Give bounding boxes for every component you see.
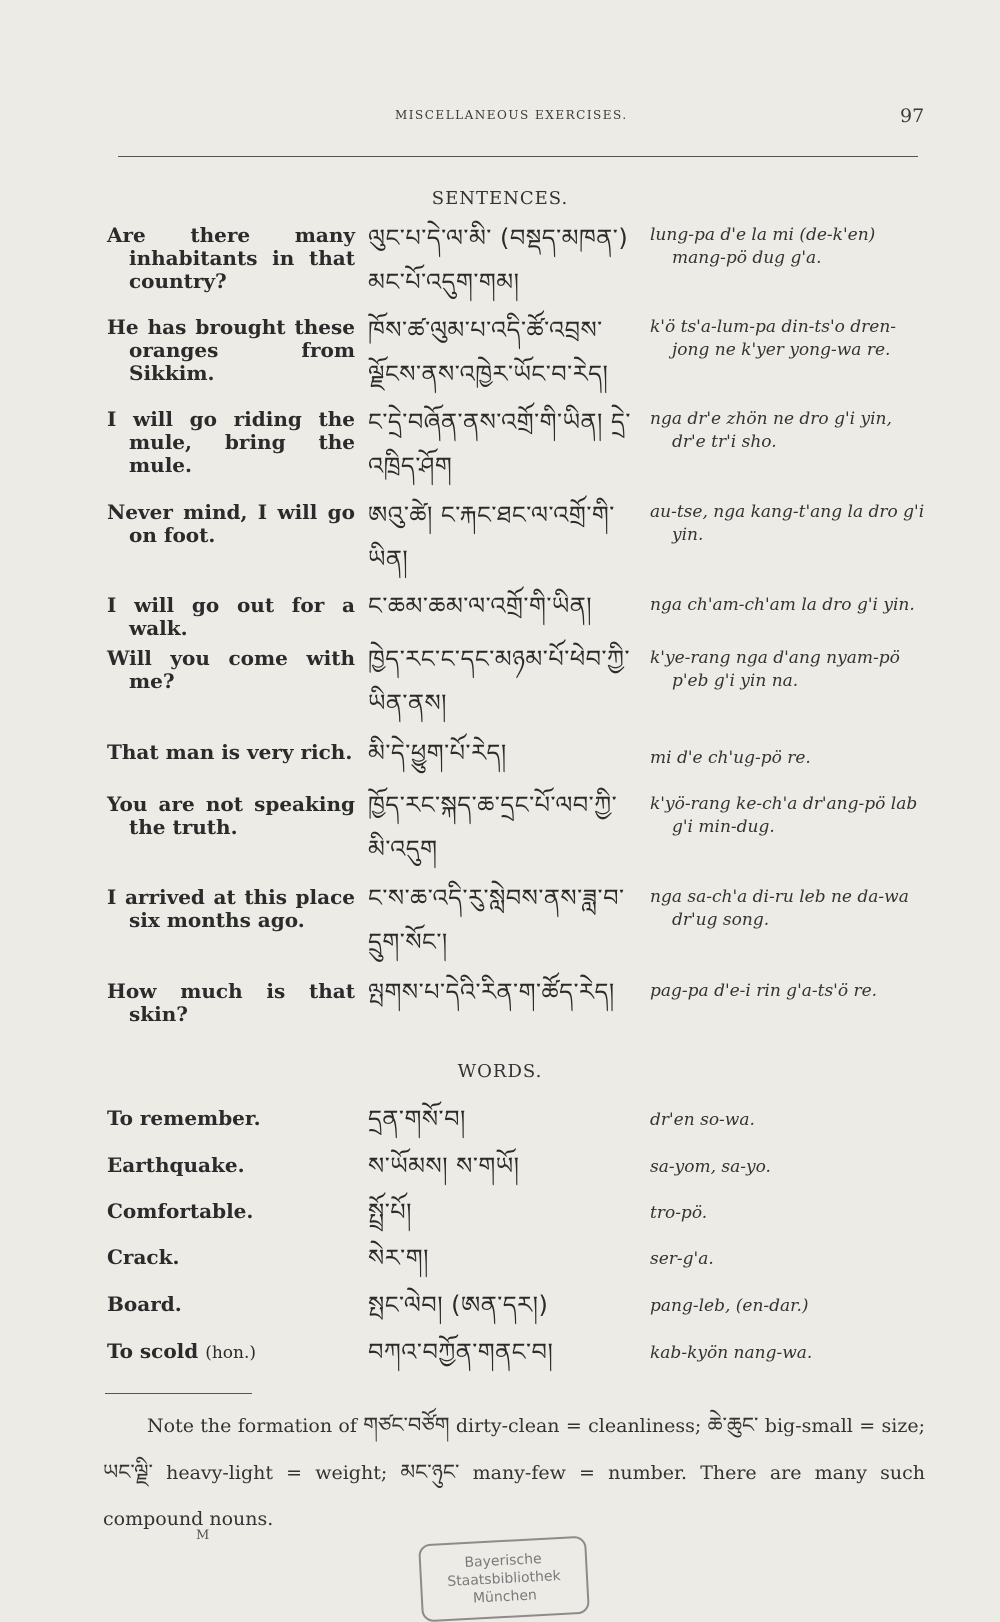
word-transliteration: sa-yom, sa-yo. bbox=[650, 1157, 771, 1177]
note-text: heavy-light = weight; bbox=[166, 1462, 388, 1484]
word-english: Earthquake. bbox=[107, 1153, 245, 1177]
sentence-tibetan: ཁྱེད་རང་ང་དང་མཉམ་པོ་ཕེབ་ཀྱི་ཡིན་ནས། bbox=[368, 645, 630, 717]
sentence-tibetan: ང་དྲེ་བཞོན་ནས་འགྲོ་གི་ཡིན། དྲེ་འཁྲིད་ཤོག bbox=[368, 408, 631, 480]
word-english bbox=[107, 1340, 367, 1365]
word-tibetan: དྲན་གསོ་བ། bbox=[368, 1105, 466, 1133]
note-text: dirty-clean = cleanliness; bbox=[455, 1415, 702, 1437]
sentence-transliteration: au-tse, nga kang-t'ang la dro g'i yin. bbox=[650, 502, 925, 545]
sentence-transliteration: nga sa-ch'a di-ru leb ne da-wa dr'ug song. bbox=[650, 887, 909, 930]
sentence-english: I will go riding the mule, bring the mule. bbox=[107, 407, 355, 477]
word-english-text: To scold bbox=[107, 1339, 199, 1363]
note-tibetan: མང་ཉུང་ bbox=[400, 1460, 460, 1484]
sentence-english: I will go out for a walk. bbox=[107, 593, 355, 640]
stamp-line: Staatsbibliothek bbox=[446, 1568, 562, 1590]
sentence-english: Are there many inhabitants in that country? bbox=[107, 223, 355, 293]
note-text: many-few = number. There are many such compound nouns. bbox=[103, 1462, 925, 1530]
sentence-tibetan: ཁོས་ཚ་ལུམ་པ་འདི་ཚོ་འབྲས་ལྗོངས་ནས་འཁྱེར་ཡོང་བ་རེད། bbox=[368, 316, 609, 388]
sentences-heading: SENTENCES. bbox=[431, 188, 569, 209]
sentence-english: That man is very rich. bbox=[107, 740, 353, 764]
word-transliteration: pang-leb, (en-dar.) bbox=[650, 1296, 809, 1316]
word-tibetan: སེར་ག། bbox=[368, 1244, 429, 1272]
page-number: 97 bbox=[900, 105, 925, 127]
note-text: Note the formation of bbox=[147, 1415, 357, 1437]
sentence-english: Never mind, I will go on foot. bbox=[107, 500, 355, 547]
note-text: big-small = size; bbox=[764, 1415, 925, 1437]
sentence-english: He has brought these oranges from Sikkim. bbox=[107, 315, 355, 385]
footnote bbox=[103, 1402, 925, 1542]
sentence-english: You are not speaking the truth. bbox=[107, 792, 355, 839]
word-tibetan: སྤང་ལེབ། (ཨན་དར།) bbox=[368, 1291, 549, 1319]
sentence-transliteration: k'ye-rang nga d'ang nyam-pö p'eb g'i yin na. bbox=[650, 648, 900, 691]
header-rule bbox=[118, 156, 918, 157]
note-tibetan: ཡང་ལྗི་ bbox=[103, 1460, 153, 1484]
word-english: Crack. bbox=[107, 1245, 180, 1269]
word-transliteration: ser-g'a. bbox=[650, 1249, 714, 1269]
sentence-english: Will you come with me? bbox=[107, 646, 355, 693]
word-tibetan: སྤྲོ་པོ། bbox=[368, 1198, 412, 1226]
sentence-transliteration: pag-pa d'e-i rin g'a-ts'ö re. bbox=[650, 981, 878, 1001]
note-tibetan: གཙང་བཙོག bbox=[363, 1413, 450, 1437]
words-heading: WORDS. bbox=[457, 1061, 543, 1082]
running-title: MISCELLANEOUS EXERCISES. bbox=[395, 108, 628, 122]
honorific-note: (hon.) bbox=[205, 1343, 257, 1363]
library-stamp bbox=[418, 1536, 590, 1622]
word-transliteration: tro-pö. bbox=[650, 1203, 708, 1223]
sentence-tibetan: ལྤགས་པ་དེའི་རིན་ག་ཚོད་རེད། bbox=[368, 978, 615, 1006]
note-rule bbox=[105, 1393, 252, 1394]
sentence-tibetan: ཁྱོད་རང་སྐད་ཆ་དྲང་པོ་ལབ་ཀྱི་མི་འདུག bbox=[368, 791, 618, 863]
note-tibetan: ཆེ་ཆུང་ bbox=[707, 1413, 759, 1437]
sentence-tibetan: ང་ཆམ་ཆམ་ལ་འགྲོ་གི་ཡིན། bbox=[368, 592, 593, 620]
signature-mark: M bbox=[196, 1528, 210, 1543]
sentence-transliteration: k'ö ts'a-lum-pa din-ts'o dren-jong ne k'yer yong-wa re. bbox=[650, 317, 897, 360]
sentence-transliteration: k'yö-rang ke-ch'a dr'ang-pö lab g'i min-dug. bbox=[650, 794, 918, 837]
sentence-english: I arrived at this place six months ago. bbox=[107, 885, 355, 932]
word-english: Comfortable. bbox=[107, 1199, 254, 1223]
page-header bbox=[0, 105, 1000, 130]
sentence-tibetan: ང་ས་ཆ་འདི་རུ་སླེབས་ནས་ཟླ་བ་དྲུག་སོང་། bbox=[368, 884, 625, 956]
word-tibetan: ས་ཡོམས། ས་གཡོ། bbox=[368, 1152, 520, 1180]
sentence-tibetan: ཨའུ་ཚེ། ང་རྐང་ཐང་ལ་འགྲོ་གི་ཡིན། bbox=[368, 501, 615, 573]
sentence-tibetan: ལུང་པ་དེ་ལ་མི་ (བསྡད་མཁན་) མང་པོ་འདུག་གམ། bbox=[368, 224, 629, 296]
word-tibetan: བཀའ་བཀྱོན་གནང་བ། bbox=[368, 1338, 554, 1366]
sentence-transliteration: nga dr'e zhön ne dro g'i yin, dr'e tr'i sho. bbox=[650, 409, 892, 452]
sentence-transliteration: nga ch'am-ch'am la dro g'i yin. bbox=[650, 595, 915, 615]
stamp-line: Bayerische bbox=[464, 1551, 543, 1572]
sentence-tibetan: མི་དེ་ཕྱུག་པོ་རེད། bbox=[368, 739, 507, 767]
sentence-transliteration: lung-pa d'e la mi (de-k'en) mang-pö dug g'a. bbox=[650, 225, 876, 268]
word-transliteration: kab-kyön nang-wa. bbox=[650, 1343, 813, 1363]
sentence-english: How much is that skin? bbox=[107, 979, 355, 1026]
word-english: To remember. bbox=[107, 1106, 261, 1130]
stamp-line: München bbox=[472, 1587, 538, 1607]
sentence-transliteration: mi d'e ch'ug-pö re. bbox=[650, 748, 811, 768]
word-english: Board. bbox=[107, 1292, 182, 1316]
word-transliteration: dr'en so-wa. bbox=[650, 1110, 755, 1130]
